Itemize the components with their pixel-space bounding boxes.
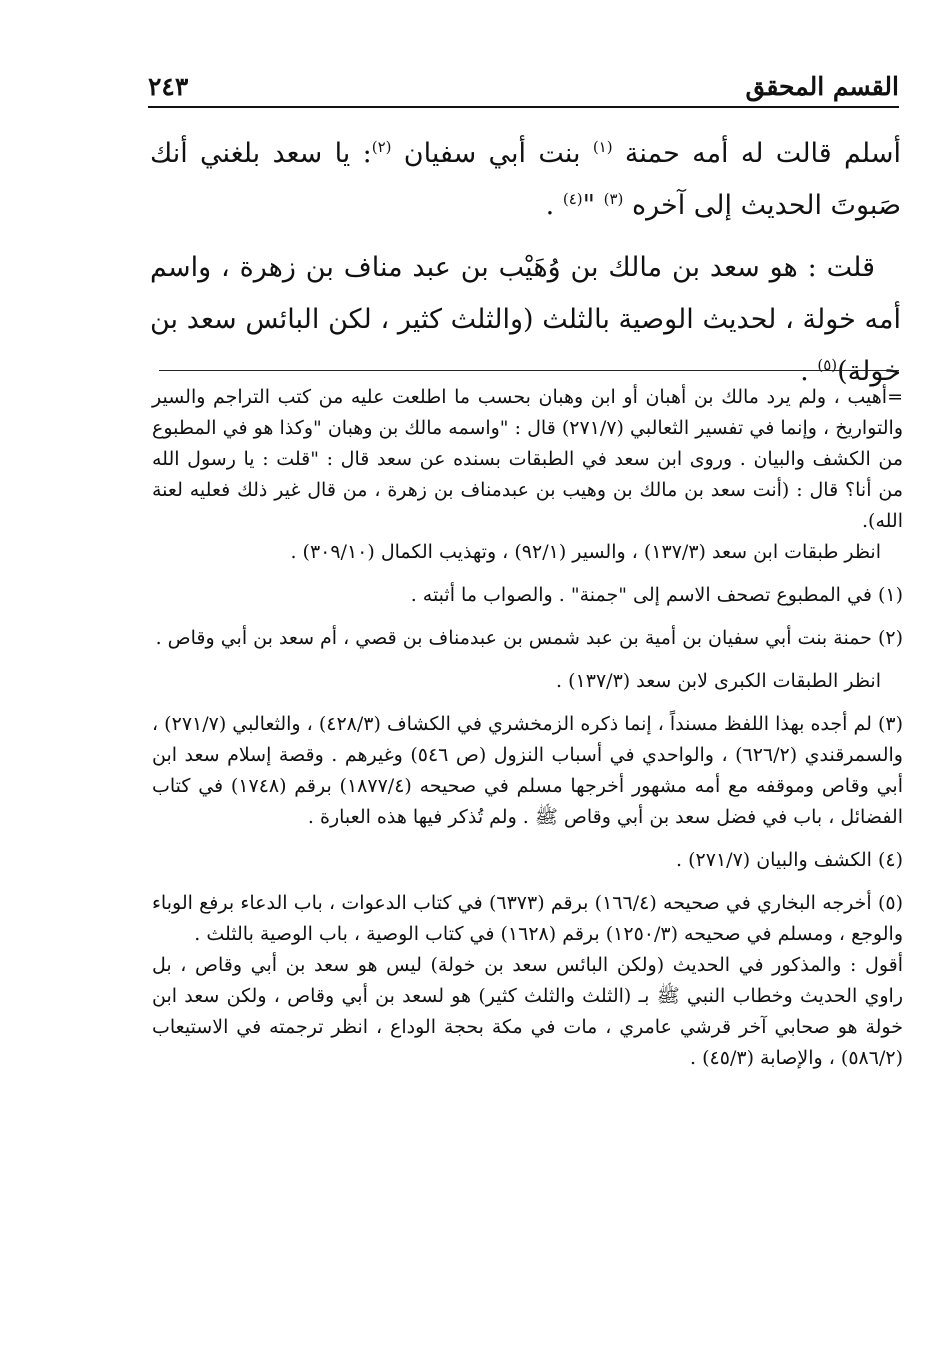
footnote-5-comment: أقول : والمذكور في الحديث (ولكن البائس سعد بن خولة) ليس هو سعد بن أبي وقاص ، بل راوي الحديث وخطاب النبي ﷺ بـ (الثلث والثلث كثير) هو لسعد بن أبي وقاص ، ولكن سعد ابن خولة هو صحابي آخر قرشي عامري ، مات في مكة بحجة الوداع ، انظر ترجمته في الاستيعاب (٥٨٦/٢) ، والإصابة (٤٥/٣) . bbox=[152, 954, 903, 1069]
main-text bbox=[150, 128, 901, 398]
page-number: ٢٤٣ bbox=[148, 72, 189, 101]
footnote-ref-3: (٣) bbox=[603, 190, 624, 208]
text-run: . bbox=[800, 356, 818, 387]
footnote-2-reference: انظر الطبقات الكبرى لابن سعد (١٣٧/٣) . bbox=[556, 670, 881, 692]
footnote-ref-5: (٥) bbox=[817, 356, 838, 374]
footnote-ref-1: (١) bbox=[592, 138, 613, 156]
text-run: " bbox=[582, 190, 604, 221]
text-run: : يا سعد بلغني أنك صَبوتَ الحديث إلى آخره bbox=[150, 138, 901, 221]
section-title: القسم المحقق bbox=[745, 72, 899, 101]
footnote-separator bbox=[159, 370, 899, 371]
footnote-ref-4: (٤) bbox=[562, 190, 583, 208]
footnote-5: (٥) أخرجه البخاري في صحيحه (١٦٦/٤) برقم (٦٣٧٣) في كتاب الدعوات ، باب الدعاء برفع الوباء والوجع ، ومسلم في صحيحه (١٢٥٠/٣) برقم (١٦٢٨) في كتاب الوصية ، باب الوصية بالثلث . bbox=[152, 892, 903, 945]
text-run: أسلم قالت له أمه حمنة bbox=[612, 138, 901, 169]
footnote-2: (٢) حمنة بنت أبي سفيان بن أمية بن عبد شمس بن عبدمناف بن قصي ، أم سعد بن أبي وقاص . bbox=[155, 627, 903, 649]
footnote-1: (١) في المطبوع تصحف الاسم إلى "جمنة" . والصواب ما أثبته . bbox=[410, 584, 903, 606]
footnote-reference-line: انظر طبقات ابن سعد (١٣٧/٣) ، والسير (٩٢/١) ، وتهذيب الكمال (٣٠٩/١٠) . bbox=[290, 541, 881, 563]
main-paragraph-1 bbox=[150, 128, 901, 232]
page-header bbox=[148, 70, 899, 108]
text-run: . bbox=[545, 190, 563, 221]
main-paragraph-2 bbox=[150, 242, 901, 398]
footnote-4: (٤) الكشف والبيان (٢٧١/٧) . bbox=[676, 849, 903, 871]
footnotes bbox=[152, 382, 903, 1074]
footnote-3: (٣) لم أجده بهذا اللفظ مسنداً ، إنما ذكره الزمخشري في الكشاف (٤٢٨/٣) ، والثعالبي (٢٧١/٧) ، والسمرقندي (٦٢٦/٢) ، والواحدي في أسباب النزول (ص ٥٤٦) وغيرهم . وقصة إسلام سعد ابن أبي وقاص وموقفه مع أمه مشهور أخرجها مسلم في صحيحه (١٨٧٧/٤) برقم (١٧٤٨) في كتاب الفضائل ، باب في فضل سعد بن أبي وقاص ﷺ . ولم تُذكر فيها هذه العبارة . bbox=[152, 713, 903, 828]
footnote-ref-2: (٢) bbox=[371, 138, 392, 156]
text-run: قلت : هو سعد بن مالك بن وُهَيْب بن عبد مناف بن زهرة ، واسم أمه خولة ، لحديث الوصية بالثلث (والثلث كثير ، لكن البائس سعد بن خولة) bbox=[150, 252, 901, 387]
footnote-continuation: =أهيب ، ولم يرد مالك بن أهبان أو ابن وهبان بحسب ما اطلعت عليه من كتب التراجم والسير والتواريخ ، وإنما في تفسير الثعالبي (٢٧١/٧) قال : "واسمه مالك بن وهبان "وكذا هو في المطبوع من الكشف والبيان . وروى ابن سعد في الطبقات بسنده عن سعد قال : "قلت : يا رسول الله من أنا؟ قال : (أنت سعد بن مالك بن وهيب بن عبدمناف بن زهرة ، من قال غير ذلك فعليه لعنة الله). bbox=[152, 386, 903, 532]
text-run: بنت أبي سفيان bbox=[391, 138, 593, 169]
